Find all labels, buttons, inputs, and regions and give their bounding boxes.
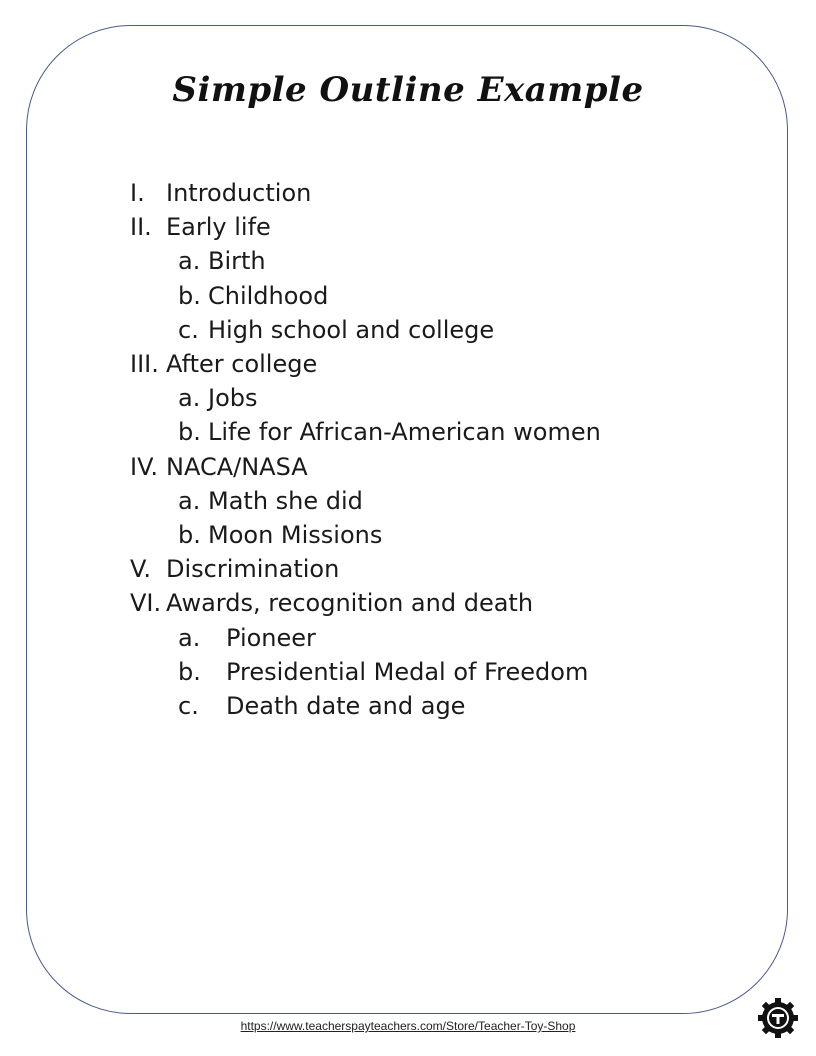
outline-subitem bbox=[130, 518, 690, 552]
outline-numeral: VI. bbox=[130, 589, 162, 618]
outline-letter: b. bbox=[178, 418, 201, 447]
outline-letter: b. bbox=[178, 521, 201, 550]
outline-subitem bbox=[130, 415, 690, 449]
outline-subitem bbox=[130, 484, 690, 518]
outline-letter: a. bbox=[178, 486, 201, 515]
outline-numeral: III. bbox=[130, 350, 159, 379]
store-link[interactable]: https://www.teacherspayteachers.com/Store/Teacher-Toy-Shop bbox=[240, 1019, 576, 1033]
outline-list bbox=[130, 176, 690, 723]
outline-letter: b. bbox=[178, 657, 201, 686]
outline-text: After college bbox=[166, 350, 318, 379]
outline-text: Awards, recognition and death bbox=[166, 589, 534, 618]
page-title: Simple Outline Example bbox=[172, 70, 644, 110]
outline-subitem bbox=[130, 313, 690, 347]
outline-text: Early life bbox=[166, 213, 271, 242]
outline-subitem bbox=[130, 244, 690, 278]
outline-subtext: Birth bbox=[208, 247, 266, 276]
outline-item bbox=[130, 210, 690, 244]
outline-text: Discrimination bbox=[166, 555, 340, 584]
outline-subtext: High school and college bbox=[208, 315, 495, 344]
outline-numeral: I. bbox=[130, 179, 145, 207]
outline-item bbox=[130, 552, 690, 586]
outline-subtext: Jobs bbox=[208, 384, 258, 413]
outline-numeral: V. bbox=[130, 555, 151, 584]
outline-item bbox=[130, 176, 690, 210]
outline-subitem bbox=[130, 655, 690, 689]
outline-letter: a. bbox=[178, 623, 201, 652]
outline-letter: a. bbox=[178, 384, 201, 413]
outline-subtext: Life for African-American women bbox=[208, 418, 601, 447]
outline-subtext: Moon Missions bbox=[208, 521, 383, 550]
outline-subtext: Presidential Medal of Freedom bbox=[226, 657, 589, 686]
outline-numeral: IV. bbox=[130, 452, 159, 481]
outline-letter: a. bbox=[178, 247, 201, 276]
outline-subtext: Childhood bbox=[208, 281, 329, 310]
outline-letter: b. bbox=[178, 281, 201, 310]
outline-item bbox=[130, 450, 690, 484]
outline-subtext: Death date and age bbox=[226, 692, 466, 721]
outline-subitem bbox=[130, 381, 690, 415]
outline-item bbox=[130, 586, 690, 620]
outline-subitem bbox=[130, 689, 690, 723]
outline-subitem bbox=[130, 279, 690, 313]
outline-text: NACA/NASA bbox=[166, 452, 308, 481]
outline-subtext: Math she did bbox=[208, 486, 363, 515]
gear-logo-icon bbox=[757, 997, 799, 1039]
outline-text: Introduction bbox=[166, 179, 312, 207]
outline-letter: c. bbox=[178, 315, 199, 344]
outline-subitem bbox=[130, 621, 690, 655]
outline-numeral: II. bbox=[130, 213, 152, 242]
outline-item bbox=[130, 347, 690, 381]
outline-subtext: Pioneer bbox=[226, 623, 316, 652]
outline-letter: c. bbox=[178, 692, 199, 721]
